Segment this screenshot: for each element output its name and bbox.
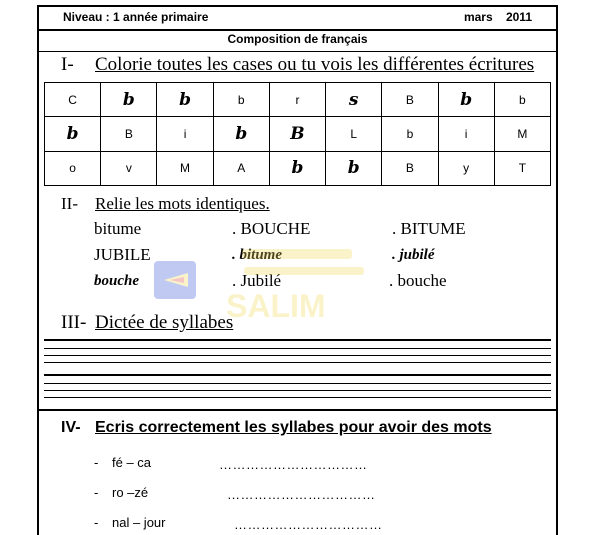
grid-cell[interactable]: b bbox=[269, 151, 325, 185]
grid-cell[interactable]: b bbox=[382, 117, 438, 151]
word-jubile-accent[interactable]: . Jubilé bbox=[232, 271, 282, 290]
grid-cell[interactable]: s bbox=[326, 83, 382, 117]
word-jubile-cursive[interactable]: . jubilé bbox=[392, 247, 435, 263]
writing-line bbox=[44, 397, 551, 398]
syllable-item: - ro –zé bbox=[94, 485, 149, 500]
grid-cell[interactable]: T bbox=[494, 151, 550, 185]
section-4-title: Ecris correctement les syllabes pour avoir des mots bbox=[95, 419, 492, 436]
worksheet bbox=[37, 5, 558, 535]
word-bitume-caps[interactable]: . BITUME bbox=[392, 219, 466, 238]
writing-line bbox=[44, 362, 551, 363]
grid-cell[interactable]: r bbox=[269, 83, 325, 117]
syllable-text: ro –zé bbox=[112, 485, 149, 500]
writing-line bbox=[44, 390, 551, 391]
section-3-number: III- bbox=[61, 312, 87, 333]
grid-row bbox=[45, 83, 551, 117]
syllable-text: nal – jour bbox=[112, 515, 166, 530]
letter-grid bbox=[44, 82, 551, 186]
word-bouche[interactable]: . bouche bbox=[389, 271, 447, 290]
writing-line bbox=[44, 339, 551, 341]
grid-cell[interactable]: b bbox=[157, 83, 213, 117]
section-4-heading bbox=[61, 419, 492, 437]
syllable-item: - fé – ca bbox=[94, 455, 152, 470]
grid-row bbox=[45, 151, 551, 185]
section-4-number: IV- bbox=[61, 419, 81, 436]
watermark-text: SALIM bbox=[226, 288, 326, 324]
grid-cell[interactable]: b bbox=[213, 83, 269, 117]
grid-cell[interactable]: A bbox=[213, 151, 269, 185]
answer-blank[interactable]: …………………………… bbox=[234, 517, 383, 532]
section-3-title: Dictée de syllabes bbox=[95, 312, 234, 333]
grid-cell[interactable]: C bbox=[45, 83, 101, 117]
writing-line bbox=[44, 348, 551, 349]
word-bitume[interactable]: bitume bbox=[94, 219, 142, 238]
grid-cell[interactable]: B bbox=[382, 83, 438, 117]
header-bar bbox=[39, 7, 556, 31]
grid-cell[interactable]: b bbox=[326, 151, 382, 185]
level-label: Niveau : 1 année primaire bbox=[63, 10, 209, 24]
syllable-text: fé – ca bbox=[112, 455, 152, 470]
section-2-title: Relie les mots identiques. bbox=[95, 194, 270, 213]
grid-cell[interactable]: i bbox=[157, 117, 213, 151]
grid-cell[interactable]: M bbox=[157, 151, 213, 185]
section-2-heading bbox=[61, 194, 270, 214]
section-divider bbox=[37, 409, 558, 411]
answer-blank[interactable]: …………………………… bbox=[227, 487, 376, 502]
word-bouche-caps[interactable]: . BOUCHE bbox=[232, 219, 311, 238]
word-bouche-cursive[interactable]: bouche bbox=[94, 273, 139, 289]
writing-line bbox=[44, 355, 551, 356]
word-jubile-caps[interactable]: JUBILE bbox=[94, 245, 151, 264]
section-3-heading bbox=[61, 312, 233, 334]
grid-cell[interactable]: b bbox=[213, 117, 269, 151]
grid-cell[interactable]: M bbox=[494, 117, 550, 151]
grid-cell[interactable]: i bbox=[438, 117, 494, 151]
subject-title: Composition de français bbox=[39, 29, 556, 52]
grid-cell[interactable]: B bbox=[269, 117, 325, 151]
writing-line bbox=[44, 374, 551, 376]
grid-cell[interactable]: L bbox=[326, 117, 382, 151]
section-2-number: II- bbox=[61, 194, 78, 213]
grid-cell[interactable]: v bbox=[101, 151, 157, 185]
grid-cell[interactable]: b bbox=[494, 83, 550, 117]
word-bitume-cursive[interactable]: . bitume bbox=[232, 247, 283, 263]
grid-cell[interactable]: y bbox=[438, 151, 494, 185]
grid-cell[interactable]: B bbox=[101, 117, 157, 151]
grid-cell[interactable]: b bbox=[45, 117, 101, 151]
grid-cell[interactable]: B bbox=[382, 151, 438, 185]
section-1-number: I- bbox=[61, 54, 74, 75]
section-1-heading bbox=[61, 54, 534, 76]
section-1-title: Colorie toutes les cases ou tu vois les différentes écritures bbox=[95, 54, 535, 75]
grid-cell[interactable]: b bbox=[101, 83, 157, 117]
grid-cell[interactable]: b bbox=[438, 83, 494, 117]
grid-row bbox=[45, 117, 551, 151]
date-label: mars 2011 bbox=[463, 10, 532, 24]
syllable-item: - nal – jour bbox=[94, 515, 166, 530]
grid-cell[interactable]: o bbox=[45, 151, 101, 185]
writing-line bbox=[44, 383, 551, 384]
answer-blank[interactable]: …………………………… bbox=[219, 457, 368, 472]
